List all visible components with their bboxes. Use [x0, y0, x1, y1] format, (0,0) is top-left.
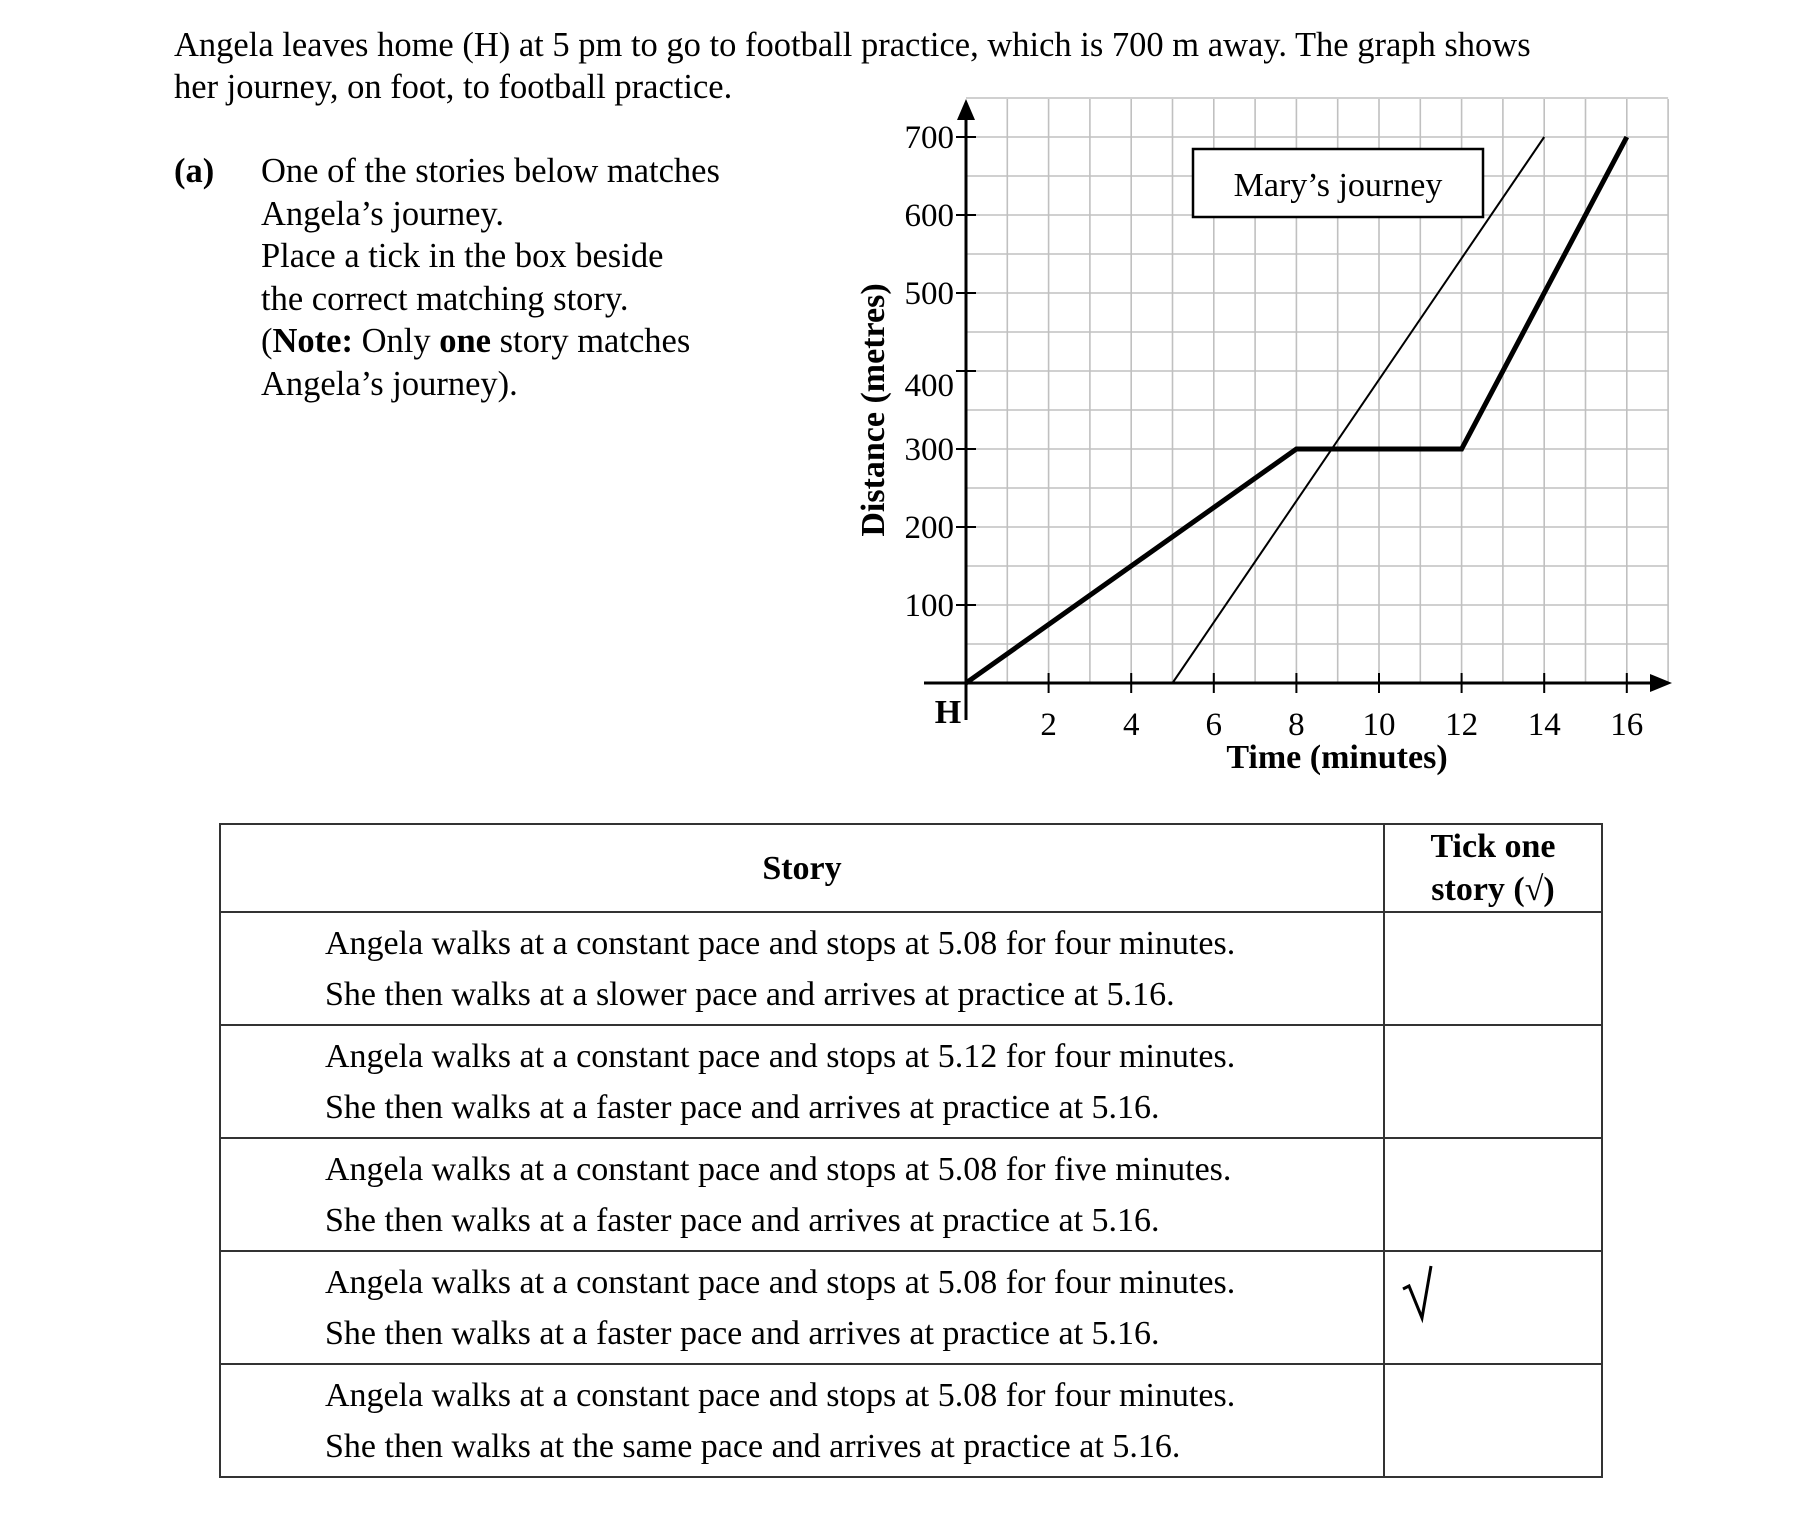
tick-header-line-2: story (√)	[1431, 871, 1555, 908]
story-line-1: Angela walks at a constant pace and stops at 5.08 for four minutes.	[325, 1376, 1236, 1414]
tick-column-header	[1384, 824, 1602, 912]
instruction-line: Place a tick in the box beside	[261, 237, 664, 275]
story-cell	[220, 1138, 1384, 1251]
story-line-1: Angela walks at a constant pace and stops at 5.08 for five minutes.	[325, 1150, 1232, 1188]
story-column-header: Story	[220, 824, 1384, 912]
tick-box[interactable]	[1384, 1251, 1602, 1364]
origin-label-h: H	[934, 694, 962, 731]
story-table	[219, 823, 1603, 1478]
table-header-row	[220, 824, 1602, 912]
story-line-1: Angela walks at a constant pace and stops at 5.08 for four minutes.	[325, 924, 1236, 962]
story-line-2: She then walks at a faster pace and arrives at practice at 5.16.	[325, 1201, 1160, 1239]
x-tick-label: 6	[1205, 707, 1223, 743]
part-a-label: (a)	[174, 152, 215, 190]
table-row	[220, 1025, 1602, 1138]
y-tick-label: 600	[904, 198, 954, 234]
y-tick-label: 300	[904, 432, 954, 468]
y-tick-label: 100	[904, 588, 954, 624]
story-line-2: She then walks at a slower pace and arrives at practice at 5.16.	[325, 975, 1175, 1013]
x-axis-title: Time (minutes)	[1226, 739, 1448, 776]
table-row	[220, 1364, 1602, 1477]
table-row	[220, 1138, 1602, 1251]
instruction-line: the correct matching story.	[261, 279, 629, 318]
x-tick-label: 2	[1040, 707, 1057, 743]
y-axis-arrow-icon	[957, 99, 975, 120]
story-line-2: She then walks at a faster pace and arrives at practice at 5.16.	[325, 1314, 1160, 1352]
story-line-2: She then walks at the same pace and arrives at practice at 5.16.	[325, 1427, 1181, 1465]
y-tick-label: 400	[904, 368, 954, 404]
tick-box[interactable]	[1384, 1025, 1602, 1138]
y-tick-label: 200	[904, 510, 954, 546]
x-tick-label: 16	[1610, 707, 1644, 743]
instruction-line: Angela’s journey).	[261, 364, 518, 403]
tick-box[interactable]	[1384, 912, 1602, 1025]
note-paren: (	[261, 322, 273, 360]
story-line-1: Angela walks at a constant pace and stops at 5.12 for four minutes.	[325, 1037, 1236, 1075]
x-tick-label: 4	[1122, 707, 1140, 743]
tick-header-line-1: Tick one	[1430, 828, 1556, 865]
story-line-2: She then walks at a faster pace and arrives at practice at 5.16.	[325, 1088, 1160, 1126]
y-axis-title: Distance (metres)	[855, 283, 892, 537]
story-cell	[220, 912, 1384, 1025]
story-cell	[220, 1364, 1384, 1477]
table-row	[220, 1251, 1602, 1364]
instruction-line: Angela’s journey.	[261, 194, 505, 233]
note-text: story matches	[490, 322, 691, 360]
table-row	[220, 912, 1602, 1025]
tick-mark-icon	[1397, 1262, 1437, 1332]
y-tick-label: 700	[904, 120, 954, 156]
intro-line-2: her journey, on foot, to football practice.	[174, 68, 733, 106]
tick-box[interactable]	[1384, 1138, 1602, 1251]
x-tick-label: 14	[1527, 707, 1561, 743]
x-tick-label: 12	[1445, 707, 1479, 743]
x-tick-label: 8	[1288, 707, 1305, 743]
story-line-1: Angela walks at a constant pace and stops at 5.08 for four minutes.	[325, 1263, 1236, 1301]
story-cell	[220, 1251, 1384, 1364]
story-cell	[220, 1025, 1384, 1138]
tick-box[interactable]	[1384, 1364, 1602, 1477]
note-text: Only	[352, 322, 440, 360]
intro-line-1: Angela leaves home (H) at 5 pm to go to football practice, which is 700 m away. The graph shows	[174, 26, 1531, 64]
mary-journey-label	[1193, 149, 1483, 217]
y-tick-label: 500	[904, 276, 954, 312]
instruction-line: One of the stories below matches	[261, 152, 720, 190]
mary-journey-label-text: Mary’s journey	[1233, 167, 1443, 204]
note-label: Note:	[272, 322, 353, 360]
x-tick-label: 10	[1362, 707, 1396, 743]
note-emphasis: one	[439, 322, 491, 360]
